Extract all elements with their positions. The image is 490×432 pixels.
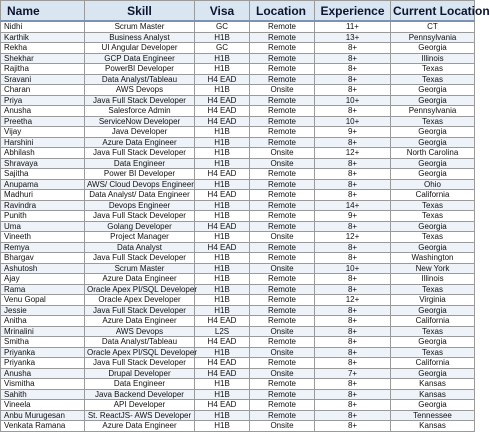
cell-current-location[interactable]: Washington <box>391 253 475 264</box>
table-row <box>1 232 475 243</box>
table-row <box>1 305 475 316</box>
cell-name[interactable]: Punith <box>1 211 85 222</box>
cell-experience[interactable]: 8+ <box>315 400 391 411</box>
table-row <box>1 421 475 432</box>
cell-visa[interactable]: H1B <box>195 253 250 264</box>
cell-current-location[interactable]: Texas <box>391 116 475 127</box>
cell-visa[interactable]: H1B <box>195 127 250 138</box>
cell-current-location[interactable]: Georgia <box>391 368 475 379</box>
cell-visa[interactable]: GC <box>195 43 250 54</box>
cell-name[interactable]: Venkata Ramana <box>1 421 85 432</box>
cell-visa[interactable]: H4 EAD <box>195 116 250 127</box>
cell-experience[interactable]: 8+ <box>315 410 391 421</box>
table-row <box>1 64 475 75</box>
cell-visa[interactable]: H1B <box>195 32 250 43</box>
cell-current-location[interactable]: Georgia <box>391 305 475 316</box>
cell-location[interactable]: Onsite <box>250 158 315 169</box>
table-row <box>1 158 475 169</box>
table-row <box>1 316 475 327</box>
cell-location[interactable]: Remote <box>250 169 315 180</box>
cell-location[interactable]: Remote <box>250 337 315 348</box>
cell-skill[interactable]: Java Full Stack Developer <box>85 305 195 316</box>
cell-current-location[interactable]: California <box>391 190 475 201</box>
cell-experience[interactable]: 8+ <box>315 85 391 96</box>
cell-location[interactable]: Remote <box>250 137 315 148</box>
table-row <box>1 242 475 253</box>
cell-experience[interactable]: 8+ <box>315 190 391 201</box>
cell-experience[interactable]: 10+ <box>315 263 391 274</box>
cell-visa[interactable]: H1B <box>195 53 250 64</box>
cell-current-location[interactable]: Texas <box>391 200 475 211</box>
cell-current-location[interactable]: Texas <box>391 284 475 295</box>
cell-skill[interactable]: Java Developer <box>85 127 195 138</box>
cell-location[interactable]: Remote <box>250 21 315 32</box>
header-visa[interactable]: Visa <box>195 1 250 22</box>
cell-skill[interactable]: Azure Data Engineer <box>85 274 195 285</box>
cell-current-location[interactable]: Ohio <box>391 179 475 190</box>
cell-name[interactable]: Anupama <box>1 179 85 190</box>
cell-visa[interactable]: H1B <box>195 389 250 400</box>
cell-experience[interactable]: 8+ <box>315 53 391 64</box>
cell-visa[interactable]: H4 EAD <box>195 74 250 85</box>
cell-location[interactable]: Remote <box>250 200 315 211</box>
cell-location[interactable]: Remote <box>250 410 315 421</box>
cell-name[interactable]: Madhuri <box>1 190 85 201</box>
cell-visa[interactable]: H1B <box>195 148 250 159</box>
cell-visa[interactable]: H1B <box>195 347 250 358</box>
cell-name[interactable]: Rama <box>1 284 85 295</box>
cell-location[interactable]: Remote <box>250 106 315 117</box>
cell-experience[interactable]: 8+ <box>315 274 391 285</box>
cell-experience[interactable]: 9+ <box>315 211 391 222</box>
cell-experience[interactable]: 8+ <box>315 74 391 85</box>
cell-visa[interactable]: GC <box>195 21 250 32</box>
cell-location[interactable]: Remote <box>250 221 315 232</box>
cell-skill[interactable]: Azure Data Engineer <box>85 316 195 327</box>
cell-name[interactable]: Venu Gopal <box>1 295 85 306</box>
cell-skill[interactable]: Golang Developer <box>85 221 195 232</box>
cell-location[interactable]: Remote <box>250 295 315 306</box>
cell-visa[interactable]: H1B <box>195 263 250 274</box>
cell-location[interactable]: Remote <box>250 316 315 327</box>
cell-skill[interactable]: Data Analyst/Tableau <box>85 74 195 85</box>
table-row <box>1 379 475 390</box>
cell-name[interactable]: Charan <box>1 85 85 96</box>
cell-current-location[interactable]: Georgia <box>391 158 475 169</box>
cell-current-location[interactable]: Georgia <box>391 137 475 148</box>
cell-name[interactable]: Karthik <box>1 32 85 43</box>
cell-location[interactable]: Remote <box>250 211 315 222</box>
cell-experience[interactable]: 8+ <box>315 316 391 327</box>
cell-skill[interactable]: Java Full Stack Developer <box>85 211 195 222</box>
cell-experience[interactable]: 7+ <box>315 368 391 379</box>
cell-skill[interactable]: Data Analyst <box>85 242 195 253</box>
cell-name[interactable]: Priya <box>1 95 85 106</box>
cell-skill[interactable]: Business Analyst <box>85 32 195 43</box>
cell-skill[interactable]: Azure Data Engineer <box>85 137 195 148</box>
cell-location[interactable]: Remote <box>250 43 315 54</box>
cell-experience[interactable]: 8+ <box>315 379 391 390</box>
cell-location[interactable]: Remote <box>250 389 315 400</box>
cell-experience[interactable]: 12+ <box>315 232 391 243</box>
table-row <box>1 263 475 274</box>
cell-location[interactable]: Remote <box>250 379 315 390</box>
cell-current-location[interactable]: Georgia <box>391 221 475 232</box>
cell-current-location[interactable]: Georgia <box>391 43 475 54</box>
table-row <box>1 95 475 106</box>
cell-location[interactable]: Remote <box>250 64 315 75</box>
cell-experience[interactable]: 8+ <box>315 242 391 253</box>
cell-name[interactable]: Preetha <box>1 116 85 127</box>
cell-skill[interactable]: Java Full Stack Developer <box>85 358 195 369</box>
cell-visa[interactable]: H1B <box>195 295 250 306</box>
cell-location[interactable]: Onsite <box>250 368 315 379</box>
cell-location[interactable]: Onsite <box>250 148 315 159</box>
cell-name[interactable]: Uma <box>1 221 85 232</box>
cell-experience[interactable]: 8+ <box>315 137 391 148</box>
table-row <box>1 137 475 148</box>
cell-location[interactable]: Remote <box>250 53 315 64</box>
cell-skill[interactable]: Azure Data Engineer <box>85 421 195 432</box>
cell-visa[interactable]: H1B <box>195 284 250 295</box>
cell-name[interactable]: Jessie <box>1 305 85 316</box>
cell-skill[interactable]: Oracle Apex PI/SQL Developer <box>85 347 195 358</box>
cell-visa[interactable]: H1B <box>195 85 250 96</box>
cell-visa[interactable]: H4 EAD <box>195 400 250 411</box>
table-row <box>1 169 475 180</box>
cell-current-location[interactable]: Georgia <box>391 337 475 348</box>
cell-name[interactable]: Remya <box>1 242 85 253</box>
table-row <box>1 389 475 400</box>
cell-current-location[interactable]: Texas <box>391 232 475 243</box>
header-current-location[interactable]: Current Location <box>391 1 475 22</box>
cell-skill[interactable]: Scrum Master <box>85 263 195 274</box>
header-name[interactable]: Name <box>1 1 85 22</box>
cell-visa[interactable]: H4 EAD <box>195 358 250 369</box>
cell-current-location[interactable]: California <box>391 358 475 369</box>
cell-name[interactable]: Anitha <box>1 316 85 327</box>
cell-location[interactable]: Remote <box>250 116 315 127</box>
cell-current-location[interactable]: Texas <box>391 347 475 358</box>
cell-visa[interactable]: H1B <box>195 410 250 421</box>
cell-current-location[interactable]: North Carolina <box>391 148 475 159</box>
cell-location[interactable]: Remote <box>250 74 315 85</box>
cell-skill[interactable]: AWS Devops <box>85 326 195 337</box>
cell-name[interactable]: Sajitha <box>1 169 85 180</box>
cell-experience[interactable]: 9+ <box>315 127 391 138</box>
cell-current-location[interactable]: California <box>391 316 475 327</box>
cell-name[interactable]: Mrinalini <box>1 326 85 337</box>
cell-experience[interactable]: 8+ <box>315 389 391 400</box>
cell-name[interactable]: Sravani <box>1 74 85 85</box>
table-row <box>1 53 475 64</box>
cell-visa[interactable]: H1B <box>195 64 250 75</box>
cell-skill[interactable]: Java Full Stack Developer <box>85 253 195 264</box>
cell-current-location[interactable]: Georgia <box>391 127 475 138</box>
cell-location[interactable]: Onsite <box>250 347 315 358</box>
cell-name[interactable]: Rekha <box>1 43 85 54</box>
cell-location[interactable]: Remote <box>250 358 315 369</box>
cell-visa[interactable]: H1B <box>195 421 250 432</box>
cell-name[interactable]: Shravaya <box>1 158 85 169</box>
cell-skill[interactable]: Scrum Master <box>85 21 195 32</box>
cell-name[interactable]: Vineela <box>1 400 85 411</box>
cell-skill[interactable]: Project Manager <box>85 232 195 243</box>
cell-location[interactable]: Remote <box>250 284 315 295</box>
cell-current-location[interactable]: Georgia <box>391 169 475 180</box>
cell-visa[interactable]: H4 EAD <box>195 106 250 117</box>
table-row <box>1 32 475 43</box>
cell-name[interactable]: Smitha <box>1 337 85 348</box>
cell-visa[interactable]: H1B <box>195 179 250 190</box>
table-row <box>1 337 475 348</box>
cell-skill[interactable]: Data Engineer <box>85 158 195 169</box>
table-row <box>1 116 475 127</box>
cell-visa[interactable]: H4 EAD <box>195 337 250 348</box>
cell-skill[interactable]: UI Angular Developer <box>85 43 195 54</box>
cell-experience[interactable]: 8+ <box>315 337 391 348</box>
cell-location[interactable]: Onsite <box>250 263 315 274</box>
cell-name[interactable]: Sahith <box>1 389 85 400</box>
cell-current-location[interactable]: Kansas <box>391 379 475 390</box>
cell-name[interactable]: Anusha <box>1 368 85 379</box>
cell-location[interactable]: Remote <box>250 95 315 106</box>
cell-location[interactable]: Remote <box>250 127 315 138</box>
cell-location[interactable]: Remote <box>250 274 315 285</box>
cell-experience[interactable]: 8+ <box>315 347 391 358</box>
cell-visa[interactable]: H1B <box>195 305 250 316</box>
cell-name[interactable]: Shekhar <box>1 53 85 64</box>
cell-experience[interactable]: 8+ <box>315 305 391 316</box>
cell-location[interactable]: Remote <box>250 400 315 411</box>
cell-current-location[interactable]: Illinois <box>391 53 475 64</box>
table-row <box>1 347 475 358</box>
cell-skill[interactable]: Salesforce Admin <box>85 106 195 117</box>
cell-visa[interactable]: H4 EAD <box>195 190 250 201</box>
table-row <box>1 200 475 211</box>
cell-skill[interactable]: Drupal Developer <box>85 368 195 379</box>
header-skill[interactable]: Skill <box>85 1 195 22</box>
table-row <box>1 190 475 201</box>
table-row <box>1 253 475 264</box>
table-row <box>1 179 475 190</box>
cell-experience[interactable]: 12+ <box>315 148 391 159</box>
cell-visa[interactable]: H1B <box>195 379 250 390</box>
table-row <box>1 21 475 32</box>
cell-skill[interactable]: Java Full Stack Developer <box>85 148 195 159</box>
cell-visa[interactable]: H4 EAD <box>195 316 250 327</box>
cell-location[interactable]: Remote <box>250 242 315 253</box>
cell-visa[interactable]: H4 EAD <box>195 242 250 253</box>
cell-current-location[interactable]: Kansas <box>391 421 475 432</box>
header-location[interactable]: Location <box>250 1 315 22</box>
cell-current-location[interactable]: Virginia <box>391 295 475 306</box>
cell-skill[interactable]: GCP Data Engineer <box>85 53 195 64</box>
cell-current-location[interactable]: Pennsylvania <box>391 106 475 117</box>
cell-visa[interactable]: H1B <box>195 211 250 222</box>
cell-experience[interactable]: 8+ <box>315 253 391 264</box>
table-row <box>1 74 475 85</box>
cell-skill[interactable]: Data Analyst/Tableau <box>85 337 195 348</box>
cell-visa[interactable]: L2S <box>195 326 250 337</box>
cell-skill[interactable]: Devops Engineer <box>85 200 195 211</box>
table-row <box>1 106 475 117</box>
cell-current-location[interactable]: Texas <box>391 74 475 85</box>
cell-skill[interactable]: Java Full Stack Developer <box>85 95 195 106</box>
cell-skill[interactable]: API Developer <box>85 400 195 411</box>
cell-skill[interactable]: Data Analyst/ Data Engineer <box>85 190 195 201</box>
cell-location[interactable]: Onsite <box>250 232 315 243</box>
cell-experience[interactable]: 8+ <box>315 158 391 169</box>
cell-skill[interactable]: Oracle Apex PI/SQL Developer <box>85 284 195 295</box>
cell-skill[interactable]: Data Engineer <box>85 379 195 390</box>
cell-location[interactable]: Remote <box>250 32 315 43</box>
cell-location[interactable]: Remote <box>250 179 315 190</box>
cell-current-location[interactable]: Texas <box>391 64 475 75</box>
cell-name[interactable]: Ashutosh <box>1 263 85 274</box>
table-row <box>1 358 475 369</box>
cell-visa[interactable]: H1B <box>195 137 250 148</box>
cell-skill[interactable]: AWS Devops <box>85 85 195 96</box>
cell-current-location[interactable]: Texas <box>391 326 475 337</box>
cell-experience[interactable]: 8+ <box>315 179 391 190</box>
cell-experience[interactable]: 14+ <box>315 200 391 211</box>
cell-name[interactable]: Abhilash <box>1 148 85 159</box>
cell-experience[interactable]: 8+ <box>315 326 391 337</box>
cell-location[interactable]: Onsite <box>250 421 315 432</box>
cell-current-location[interactable]: Illinois <box>391 274 475 285</box>
table-row <box>1 368 475 379</box>
cell-name[interactable]: Ajay <box>1 274 85 285</box>
table-row <box>1 221 475 232</box>
cell-skill[interactable]: Power BI Developer <box>85 169 195 180</box>
cell-experience[interactable]: 8+ <box>315 43 391 54</box>
cell-current-location[interactable]: Georgia <box>391 400 475 411</box>
cell-experience[interactable]: 8+ <box>315 221 391 232</box>
cell-skill[interactable]: ServiceNow Developer <box>85 116 195 127</box>
cell-location[interactable]: Remote <box>250 190 315 201</box>
table-row <box>1 148 475 159</box>
cell-experience[interactable]: 13+ <box>315 32 391 43</box>
cell-visa[interactable]: H1B <box>195 200 250 211</box>
cell-name[interactable]: Nidhi <box>1 21 85 32</box>
cell-current-location[interactable]: Kansas <box>391 389 475 400</box>
cell-location[interactable]: Onsite <box>250 85 315 96</box>
cell-experience[interactable]: 11+ <box>315 21 391 32</box>
cell-experience[interactable]: 8+ <box>315 421 391 432</box>
cell-location[interactable]: Onsite <box>250 326 315 337</box>
table-row <box>1 400 475 411</box>
cell-current-location[interactable]: CT <box>391 21 475 32</box>
cell-experience[interactable]: 8+ <box>315 64 391 75</box>
cell-location[interactable]: Remote <box>250 305 315 316</box>
cell-current-location[interactable]: Georgia <box>391 95 475 106</box>
cell-visa[interactable]: H4 EAD <box>195 368 250 379</box>
cell-name[interactable]: Bhargav <box>1 253 85 264</box>
cell-visa[interactable]: H1B <box>195 232 250 243</box>
cell-experience[interactable]: 12+ <box>315 295 391 306</box>
cell-skill[interactable]: St. ReactJS- AWS Developer <box>85 410 195 421</box>
cell-name[interactable]: Ravindra <box>1 200 85 211</box>
cell-name[interactable]: Rajitha <box>1 64 85 75</box>
cell-name[interactable]: Priyanka <box>1 347 85 358</box>
header-row <box>1 1 475 22</box>
cell-experience[interactable]: 10+ <box>315 95 391 106</box>
cell-experience[interactable]: 8+ <box>315 169 391 180</box>
cell-experience[interactable]: 8+ <box>315 106 391 117</box>
table-body <box>1 21 475 431</box>
table-row <box>1 295 475 306</box>
table-row <box>1 43 475 54</box>
cell-name[interactable]: Vismitha <box>1 379 85 390</box>
table-row <box>1 326 475 337</box>
cell-location[interactable]: Remote <box>250 253 315 264</box>
cell-current-location[interactable]: Georgia <box>391 85 475 96</box>
cell-name[interactable]: Vijay <box>1 127 85 138</box>
table-row <box>1 284 475 295</box>
cell-visa[interactable]: H4 EAD <box>195 95 250 106</box>
cell-name[interactable]: Harshini <box>1 137 85 148</box>
cell-visa[interactable]: H4 EAD <box>195 169 250 180</box>
table-row <box>1 410 475 421</box>
cell-experience[interactable]: 8+ <box>315 284 391 295</box>
cell-current-location[interactable]: Pennsylvania <box>391 32 475 43</box>
table-row <box>1 274 475 285</box>
cell-skill[interactable]: PowerBI Developer <box>85 64 195 75</box>
cell-name[interactable]: Anusha <box>1 106 85 117</box>
cell-skill[interactable]: Java Backend Developer <box>85 389 195 400</box>
cell-experience[interactable]: 8+ <box>315 358 391 369</box>
table-row <box>1 85 475 96</box>
cell-skill[interactable]: AWS/ Cloud Devops Engineer <box>85 179 195 190</box>
table-row <box>1 127 475 138</box>
cell-visa[interactable]: H1B <box>195 274 250 285</box>
cell-visa[interactable]: H1B <box>195 158 250 169</box>
cell-visa[interactable]: H4 EAD <box>195 221 250 232</box>
cell-current-location[interactable]: Tennessee <box>391 410 475 421</box>
cell-name[interactable]: Vineeth <box>1 232 85 243</box>
cell-skill[interactable]: Oracle Apex Developer <box>85 295 195 306</box>
cell-name[interactable]: Priyanka <box>1 358 85 369</box>
cell-current-location[interactable]: New York <box>391 263 475 274</box>
cell-experience[interactable]: 10+ <box>315 116 391 127</box>
cell-name[interactable]: Anbu Murugesan <box>1 410 85 421</box>
cell-current-location[interactable]: Texas <box>391 211 475 222</box>
header-experience[interactable]: Experience <box>315 1 391 22</box>
table-row <box>1 211 475 222</box>
cell-current-location[interactable]: Georgia <box>391 242 475 253</box>
